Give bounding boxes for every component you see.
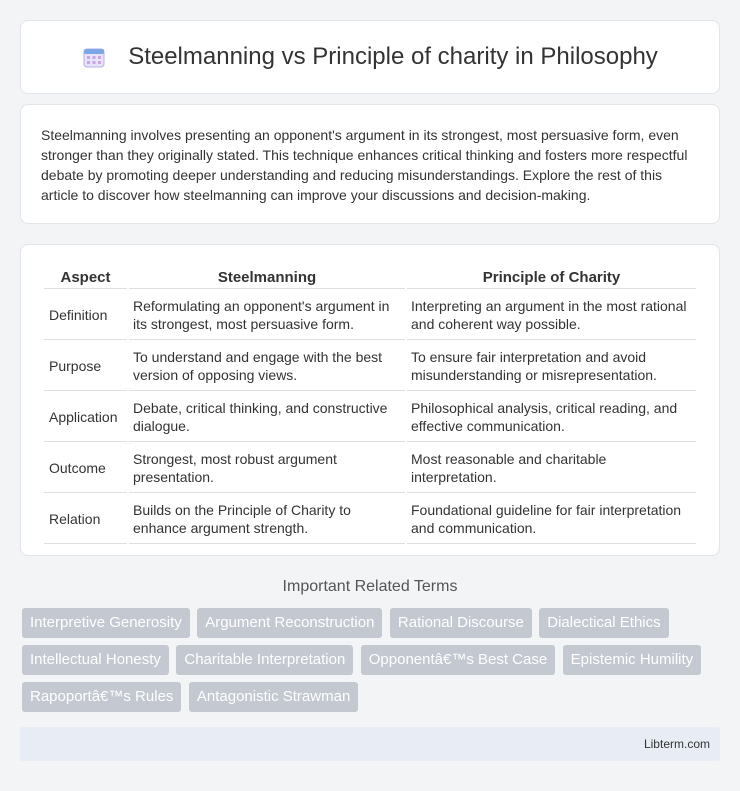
related-terms-list <box>22 608 722 719</box>
row-steelmanning: Strongest, most robust argument presentation. <box>129 444 405 493</box>
title-card <box>20 20 720 94</box>
table-row <box>44 291 696 340</box>
related-terms-title: Important Related Terms <box>282 578 458 595</box>
table-header-row <box>44 267 696 289</box>
intro-text: Steelmanning involves presenting an opponent's argument in its strongest, most persuasive form, even stronger than they originally stated. This technique enhances critical thinking and fosters more respectful debate by promoting deeper understanding and reducing misunderstandings. Explore the rest of this article to discover how steelmanning can improve your discussions and decision-making. <box>41 127 688 203</box>
row-steelmanning: Builds on the Principle of Charity to enhance argument strength. <box>129 495 405 544</box>
related-term-tag[interactable]: Epistemic Humility <box>563 645 702 675</box>
table-row <box>44 342 696 391</box>
header-principle-of-charity: Principle of Charity <box>407 267 696 289</box>
related-term-tag[interactable]: Antagonistic Strawman <box>189 682 358 712</box>
row-charity: Interpreting an argument in the most rational and coherent way possible. <box>407 291 696 340</box>
footer <box>20 727 720 761</box>
footer-site-link[interactable]: Libterm.com <box>643 737 710 751</box>
table-row <box>44 393 696 442</box>
row-aspect: Outcome <box>44 444 127 493</box>
row-steelmanning: To understand and engage with the best version of opposing views. <box>129 342 405 391</box>
related-term-tag[interactable]: Intellectual Honesty <box>22 645 169 675</box>
row-charity: Most reasonable and charitable interpretation. <box>407 444 696 493</box>
row-charity: To ensure fair interpretation and avoid misunderstanding or misrepresentation. <box>407 342 696 391</box>
row-steelmanning: Reformulating an opponent's argument in its strongest, most persuasive form. <box>129 291 405 340</box>
calendar-icon <box>82 45 106 69</box>
row-aspect: Purpose <box>44 342 127 391</box>
header-aspect: Aspect <box>44 267 127 289</box>
row-steelmanning: Debate, critical thinking, and constructive dialogue. <box>129 393 405 442</box>
row-aspect: Relation <box>44 495 127 544</box>
row-charity: Foundational guideline for fair interpretation and communication. <box>407 495 696 544</box>
related-term-tag[interactable]: Dialectical Ethics <box>539 608 668 638</box>
header-steelmanning: Steelmanning <box>129 267 405 289</box>
row-charity: Philosophical analysis, critical reading, and effective communication. <box>407 393 696 442</box>
table-row <box>44 444 696 493</box>
row-aspect: Definition <box>44 291 127 340</box>
related-term-tag[interactable]: Rational Discourse <box>390 608 532 638</box>
comparison-card <box>20 244 720 556</box>
related-term-tag[interactable]: Charitable Interpretation <box>176 645 353 675</box>
related-term-tag[interactable]: Rapoportâ€™s Rules <box>22 682 181 712</box>
related-term-tag[interactable]: Argument Reconstruction <box>197 608 382 638</box>
table-row <box>44 495 696 544</box>
related-term-tag[interactable]: Opponentâ€™s Best Case <box>361 645 555 675</box>
page-title: Steelmanning vs Principle of charity in Philosophy <box>128 43 658 70</box>
related-term-tag[interactable]: Interpretive Generosity <box>22 608 190 638</box>
intro-card <box>20 104 720 224</box>
comparison-table <box>42 265 698 546</box>
row-aspect: Application <box>44 393 127 442</box>
